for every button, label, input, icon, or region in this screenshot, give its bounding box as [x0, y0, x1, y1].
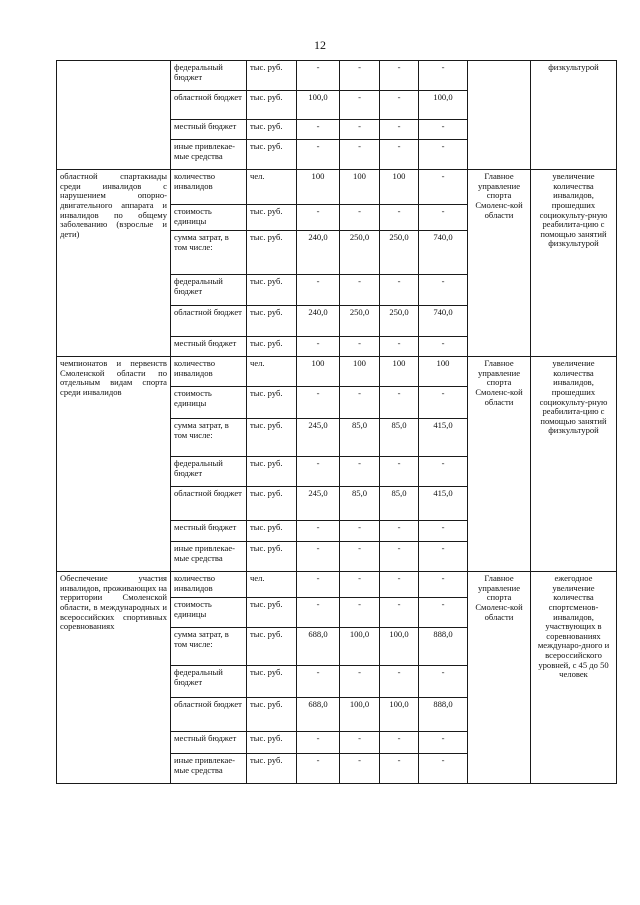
unit-cell: тыс. руб. [247, 598, 297, 628]
total-value-cell: - [419, 337, 468, 357]
year-1-value-cell: - [297, 61, 340, 91]
year-3-value-cell: - [380, 666, 419, 698]
total-value-cell: - [419, 666, 468, 698]
year-2-value-cell: - [340, 275, 380, 306]
indicator-cell: областной бюджет [171, 306, 247, 337]
year-3-value-cell: - [380, 275, 419, 306]
unit-cell: тыс. руб. [247, 754, 297, 784]
year-1-value-cell: - [297, 572, 340, 598]
indicator-cell: федеральный бюджет [171, 457, 247, 487]
year-1-value-cell: 688,0 [297, 628, 340, 666]
unit-cell: тыс. руб. [247, 140, 297, 170]
year-3-value-cell: - [380, 542, 419, 572]
unit-cell: тыс. руб. [247, 337, 297, 357]
year-3-value-cell: 100 [380, 357, 419, 387]
year-2-value-cell: 100 [340, 170, 380, 205]
total-value-cell: - [419, 275, 468, 306]
unit-cell: тыс. руб. [247, 487, 297, 521]
indicator-cell: областной бюджет [171, 698, 247, 732]
year-1-value-cell: - [297, 337, 340, 357]
indicator-cell: сумма затрат, в том числе: [171, 419, 247, 457]
year-1-value-cell: 245,0 [297, 419, 340, 457]
total-value-cell: - [419, 521, 468, 542]
unit-cell: тыс. руб. [247, 628, 297, 666]
year-3-value-cell: - [380, 572, 419, 598]
unit-cell: чел. [247, 572, 297, 598]
expected-result-cell: увеличение количества инвалидов, прошедших социокульту-рную реабилита-цию с помощью занятий физкультурой [531, 170, 617, 357]
year-3-value-cell: 100 [380, 170, 419, 205]
indicator-cell: количество инвалидов [171, 572, 247, 598]
year-3-value-cell: - [380, 521, 419, 542]
indicator-cell: иные привлекае-мые средства [171, 542, 247, 572]
year-3-value-cell: - [380, 754, 419, 784]
total-value-cell: - [419, 457, 468, 487]
year-2-value-cell: 100 [340, 357, 380, 387]
unit-cell: тыс. руб. [247, 91, 297, 120]
year-1-value-cell: - [297, 140, 340, 170]
total-value-cell: - [419, 120, 468, 140]
year-2-value-cell: - [340, 732, 380, 754]
year-2-value-cell: 85,0 [340, 419, 380, 457]
year-1-value-cell: - [297, 598, 340, 628]
total-value-cell: - [419, 754, 468, 784]
year-3-value-cell: - [380, 337, 419, 357]
year-2-value-cell: 250,0 [340, 231, 380, 275]
activity-name-cell: Обеспечение участия инвалидов, проживающих на территории Смоленской области, в международных и всероссийских спортивных соревнованиях [57, 572, 171, 784]
unit-cell: тыс. руб. [247, 387, 297, 419]
table-row [57, 170, 617, 205]
year-2-value-cell: - [340, 666, 380, 698]
year-1-value-cell: - [297, 120, 340, 140]
total-value-cell: - [419, 387, 468, 419]
responsible-organization-cell: Главное управление спорта Смоленс-кой области [468, 357, 531, 572]
total-value-cell: - [419, 170, 468, 205]
year-1-value-cell: 240,0 [297, 231, 340, 275]
year-2-value-cell: - [340, 205, 380, 231]
total-value-cell: 888,0 [419, 628, 468, 666]
year-3-value-cell: 100,0 [380, 628, 419, 666]
expected-result-cell: физкультурой [531, 61, 617, 170]
indicator-cell: федеральный бюджет [171, 275, 247, 306]
responsible-organization-cell: Главное управление спорта Смоленс-кой области [468, 170, 531, 357]
year-2-value-cell: - [340, 140, 380, 170]
year-1-value-cell: - [297, 205, 340, 231]
total-value-cell: - [419, 542, 468, 572]
year-2-value-cell: - [340, 387, 380, 419]
indicator-cell: иные привлекае-мые средства [171, 140, 247, 170]
unit-cell: чел. [247, 357, 297, 387]
year-1-value-cell: - [297, 732, 340, 754]
year-3-value-cell: 85,0 [380, 487, 419, 521]
unit-cell: тыс. руб. [247, 61, 297, 91]
indicator-cell: стоимость единицы [171, 598, 247, 628]
table-row [57, 61, 617, 91]
unit-cell: тыс. руб. [247, 666, 297, 698]
indicator-cell: количество инвалидов [171, 357, 247, 387]
indicator-cell: областной бюджет [171, 91, 247, 120]
year-3-value-cell: - [380, 91, 419, 120]
indicator-cell: местный бюджет [171, 337, 247, 357]
indicator-cell: иные привлекае-мые средства [171, 754, 247, 784]
year-2-value-cell: - [340, 754, 380, 784]
indicator-cell: стоимость единицы [171, 387, 247, 419]
total-value-cell: 740,0 [419, 306, 468, 337]
year-2-value-cell: - [340, 572, 380, 598]
year-2-value-cell: 85,0 [340, 487, 380, 521]
unit-cell: тыс. руб. [247, 306, 297, 337]
unit-cell: тыс. руб. [247, 231, 297, 275]
year-2-value-cell: 250,0 [340, 306, 380, 337]
year-3-value-cell: - [380, 140, 419, 170]
year-1-value-cell: 100,0 [297, 91, 340, 120]
responsible-organization-cell: Главное управление спорта Смоленс-кой области [468, 572, 531, 784]
year-1-value-cell: - [297, 542, 340, 572]
activity-name-cell [57, 61, 171, 170]
unit-cell: тыс. руб. [247, 521, 297, 542]
year-3-value-cell: - [380, 387, 419, 419]
activity-name-cell: чемпионатов и первенств Смоленской области по отдельным видам спорта среди инвалидов [57, 357, 171, 572]
year-2-value-cell: 100,0 [340, 628, 380, 666]
year-1-value-cell: 688,0 [297, 698, 340, 732]
year-3-value-cell: - [380, 205, 419, 231]
year-1-value-cell: - [297, 387, 340, 419]
indicator-cell: федеральный бюджет [171, 666, 247, 698]
unit-cell: тыс. руб. [247, 120, 297, 140]
year-1-value-cell: - [297, 666, 340, 698]
table-row [57, 357, 617, 387]
year-2-value-cell: - [340, 91, 380, 120]
year-1-value-cell: - [297, 457, 340, 487]
total-value-cell: 100 [419, 357, 468, 387]
year-3-value-cell: - [380, 61, 419, 91]
indicator-cell: областной бюджет [171, 487, 247, 521]
unit-cell: тыс. руб. [247, 419, 297, 457]
year-3-value-cell: 250,0 [380, 306, 419, 337]
year-1-value-cell: - [297, 521, 340, 542]
total-value-cell: 415,0 [419, 419, 468, 457]
total-value-cell: 415,0 [419, 487, 468, 521]
year-3-value-cell: 100,0 [380, 698, 419, 732]
total-value-cell: - [419, 61, 468, 91]
total-value-cell: - [419, 140, 468, 170]
total-value-cell: - [419, 572, 468, 598]
indicator-cell: местный бюджет [171, 521, 247, 542]
unit-cell: тыс. руб. [247, 457, 297, 487]
indicator-cell: стоимость единицы [171, 205, 247, 231]
year-1-value-cell: 245,0 [297, 487, 340, 521]
year-1-value-cell: 100 [297, 357, 340, 387]
indicator-cell: местный бюджет [171, 732, 247, 754]
unit-cell: тыс. руб. [247, 205, 297, 231]
indicator-cell: федеральный бюджет [171, 61, 247, 91]
expected-result-cell: ежегодное увеличение количества спортсменов-инвалидов, участвующих в соревнованиях междунаро-дного и всероссийского уровней, с 45 до 50 человек [531, 572, 617, 784]
unit-cell: чел. [247, 170, 297, 205]
year-2-value-cell: 100,0 [340, 698, 380, 732]
year-1-value-cell: 240,0 [297, 306, 340, 337]
total-value-cell: 100,0 [419, 91, 468, 120]
program-table [56, 60, 617, 784]
unit-cell: тыс. руб. [247, 698, 297, 732]
page-number: 12 [314, 38, 326, 52]
responsible-organization-cell [468, 61, 531, 170]
year-1-value-cell: 100 [297, 170, 340, 205]
indicator-cell: местный бюджет [171, 120, 247, 140]
unit-cell: тыс. руб. [247, 542, 297, 572]
total-value-cell: - [419, 598, 468, 628]
year-3-value-cell: - [380, 732, 419, 754]
unit-cell: тыс. руб. [247, 275, 297, 306]
year-2-value-cell: - [340, 337, 380, 357]
year-3-value-cell: 85,0 [380, 419, 419, 457]
indicator-cell: сумма затрат, в том числе: [171, 628, 247, 666]
total-value-cell: - [419, 205, 468, 231]
year-1-value-cell: - [297, 754, 340, 784]
year-2-value-cell: - [340, 61, 380, 91]
total-value-cell: 740,0 [419, 231, 468, 275]
indicator-cell: количество инвалидов [171, 170, 247, 205]
year-3-value-cell: - [380, 120, 419, 140]
year-2-value-cell: - [340, 542, 380, 572]
year-3-value-cell: 250,0 [380, 231, 419, 275]
year-3-value-cell: - [380, 457, 419, 487]
activity-name-cell: областной спартакиады среди инвалидов с нарушением опорно-двигательного аппарата и инвалидов по общему заболеванию (взрослые и дети) [57, 170, 171, 357]
table-row [57, 572, 617, 598]
total-value-cell: - [419, 732, 468, 754]
expected-result-cell: увеличение количества инвалидов, прошедших социокульту-рную реабилита-цию с помощью занятий физкультурой [531, 357, 617, 572]
indicator-cell: сумма затрат, в том числе: [171, 231, 247, 275]
year-2-value-cell: - [340, 598, 380, 628]
year-3-value-cell: - [380, 598, 419, 628]
unit-cell: тыс. руб. [247, 732, 297, 754]
total-value-cell: 888,0 [419, 698, 468, 732]
year-2-value-cell: - [340, 521, 380, 542]
year-1-value-cell: - [297, 275, 340, 306]
year-2-value-cell: - [340, 120, 380, 140]
year-2-value-cell: - [340, 457, 380, 487]
